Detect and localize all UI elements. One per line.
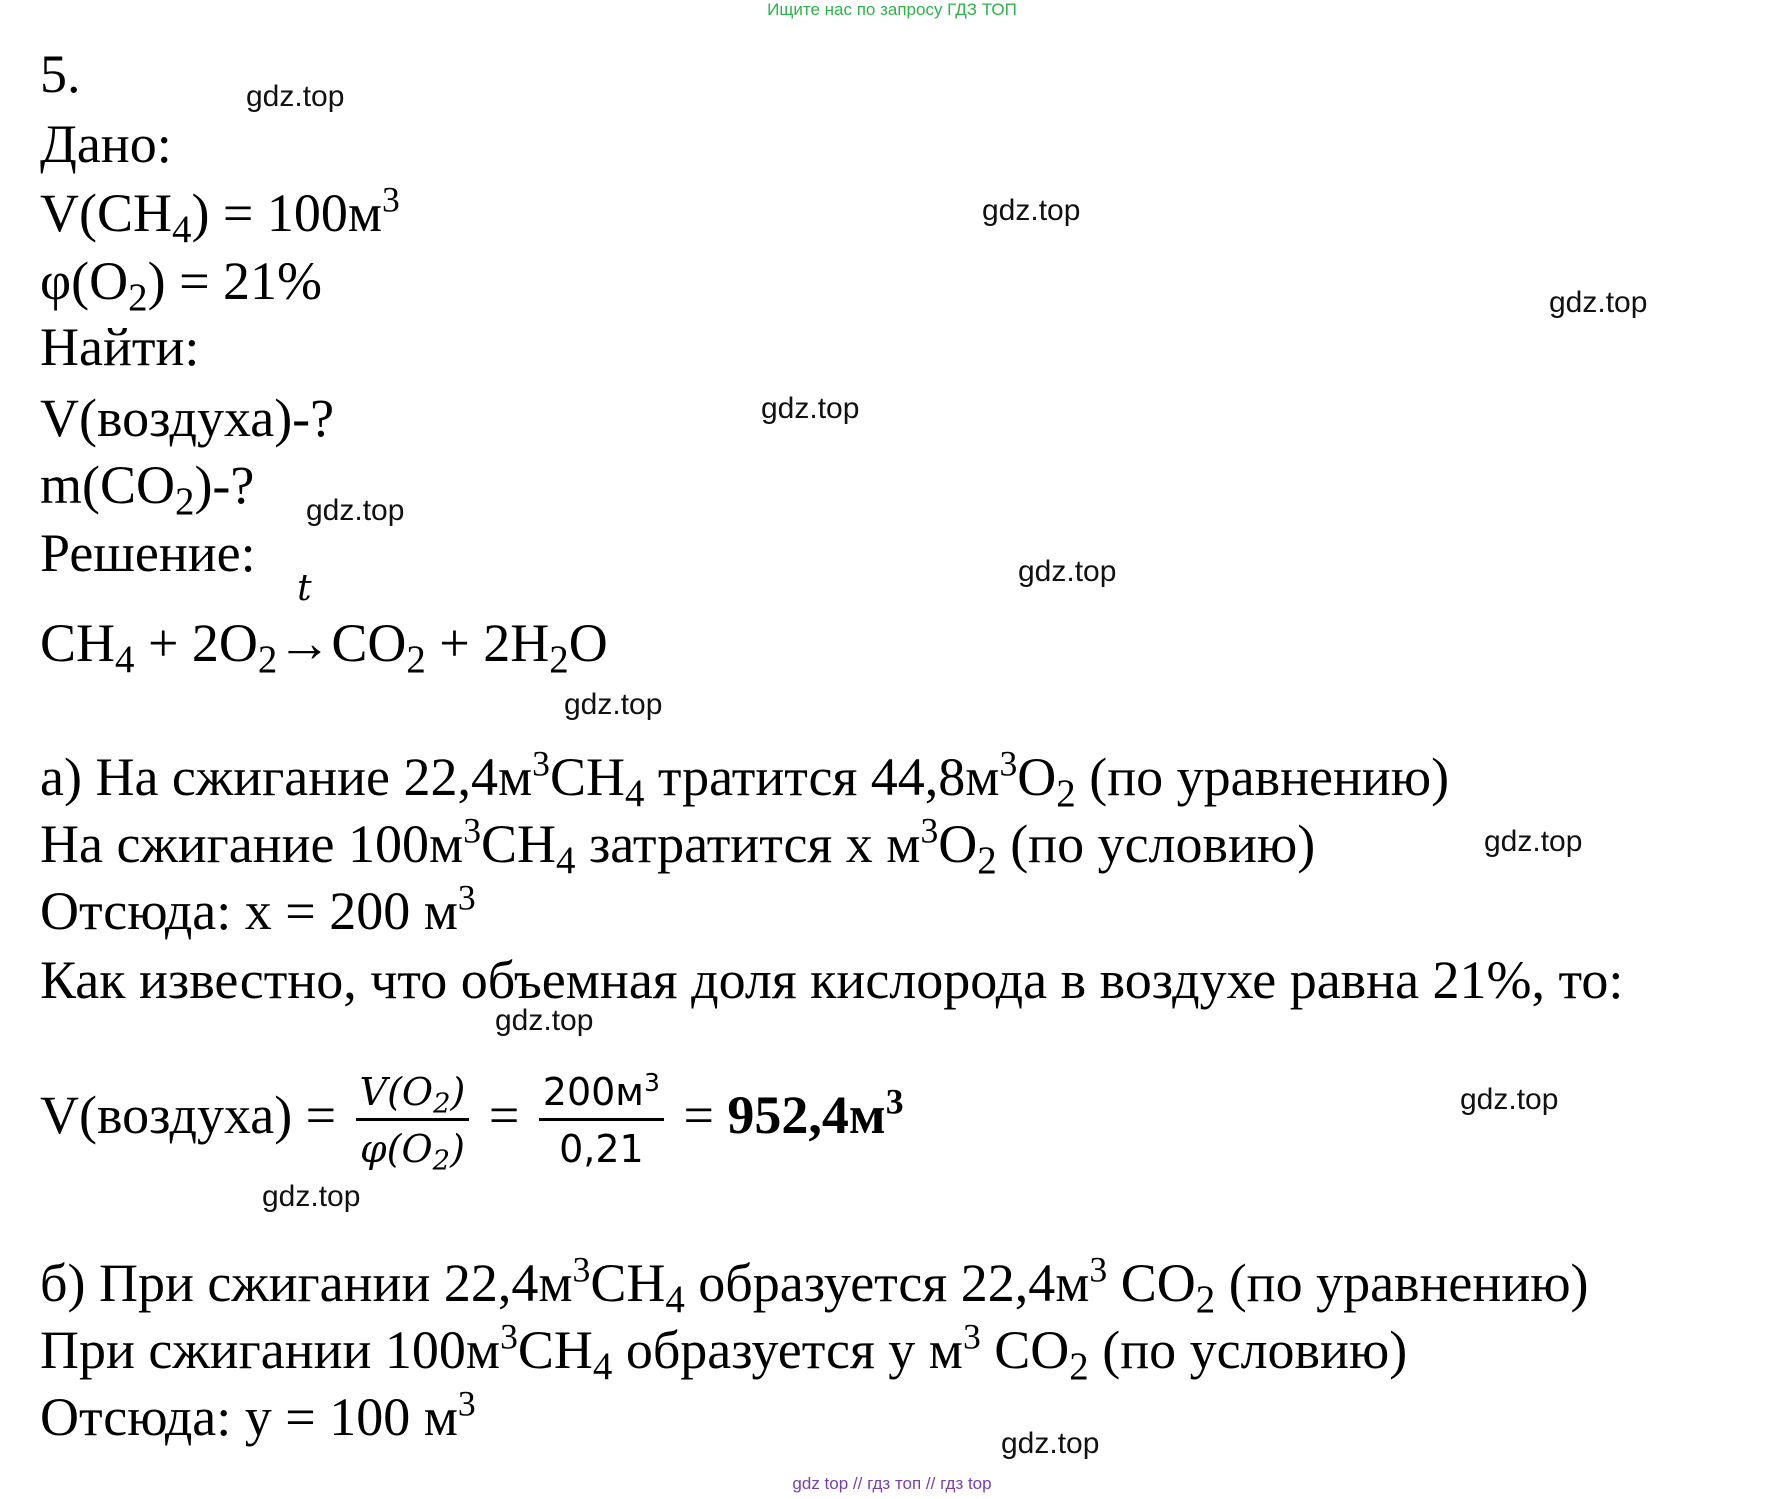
part-a-line-4: Как известно, что объемная доля кислорода в воздухе равна 21%, то: xyxy=(40,950,1624,1010)
formula-result: $952,4м^3$ xyxy=(727,1081,904,1145)
watermark: gdz.top xyxy=(761,392,860,425)
given-oxygen-fraction: $\varphi(O_2) = 21\%$ xyxy=(40,251,323,319)
watermark: gdz.top xyxy=(262,1180,361,1213)
footer-banner: gdz top // гдз топ // гдз top xyxy=(792,1474,992,1493)
find-co2-mass: $m(CO_2)-$? xyxy=(40,455,255,523)
watermark: gdz.top xyxy=(495,1004,594,1037)
solution-label: Решение: xyxy=(40,523,256,583)
part-b-line-2: При сжигании $100м^3CH_4$ образуется y $м^3$ $CO_2$ (по условию) xyxy=(40,1316,1408,1388)
watermark: gdz.top xyxy=(306,494,405,527)
watermark: gdz.top xyxy=(564,688,663,721)
watermark: gdz.top xyxy=(1549,286,1648,319)
given-label: Дано: xyxy=(40,114,172,174)
watermark: gdz.top xyxy=(1018,555,1117,588)
fraction-volume-ratio: $\frac{V(O_2)}{\varphi(O_2)}$ xyxy=(356,1070,470,1171)
find-air-volume: V(воздуха)-? xyxy=(40,388,335,448)
watermark: gdz.top xyxy=(246,80,345,113)
problem-number: 5. xyxy=(40,44,81,104)
part-a-line-1: а) На сжигание $22,4м^3CH_4$ тратится $44,8м^3O_2$ (по уравнению) xyxy=(40,743,1450,815)
reaction-equation: $CH_4 + 2O_2$ t $\to CO_2 + 2H_2O$ xyxy=(40,568,608,681)
reaction-condition: t xyxy=(297,568,312,609)
reaction-arrow: t → xyxy=(277,568,332,673)
fraction-numeric: $\frac{200м^3}{0,21}$ xyxy=(539,1070,664,1171)
header-banner: Ищите нас по запросу ГДЗ ТОП xyxy=(767,0,1017,19)
watermark: gdz.top xyxy=(1001,1427,1100,1460)
watermark: gdz.top xyxy=(1484,825,1583,858)
part-b-line-3: Отсюда: y = 100 $м^3$ xyxy=(40,1383,476,1447)
air-volume-formula: V(воздуха) = $\frac{V(O_2)}{\varphi(O_2)}$ = $\frac{200м^3}{0,21}$ = $952,4м^3$ xyxy=(40,1068,904,1177)
find-label: Найти: xyxy=(40,317,200,377)
part-b-line-1: б) При сжигании $22,4м^3CH_4$ образуется $22,4м^3$ $CO_2$ (по уравнению) xyxy=(40,1249,1589,1321)
watermark: gdz.top xyxy=(982,194,1081,227)
watermark: gdz.top xyxy=(1460,1083,1559,1116)
given-methane-volume: $V(CH_4) = 100м^3$ xyxy=(40,179,400,251)
part-a-line-3: Отсюда: x = 200 $м^3$ xyxy=(40,877,476,941)
part-a-line-2: На сжигание $100м^3CH_4$ затратится x $м^3O_2$ (по условию) xyxy=(40,810,1316,882)
